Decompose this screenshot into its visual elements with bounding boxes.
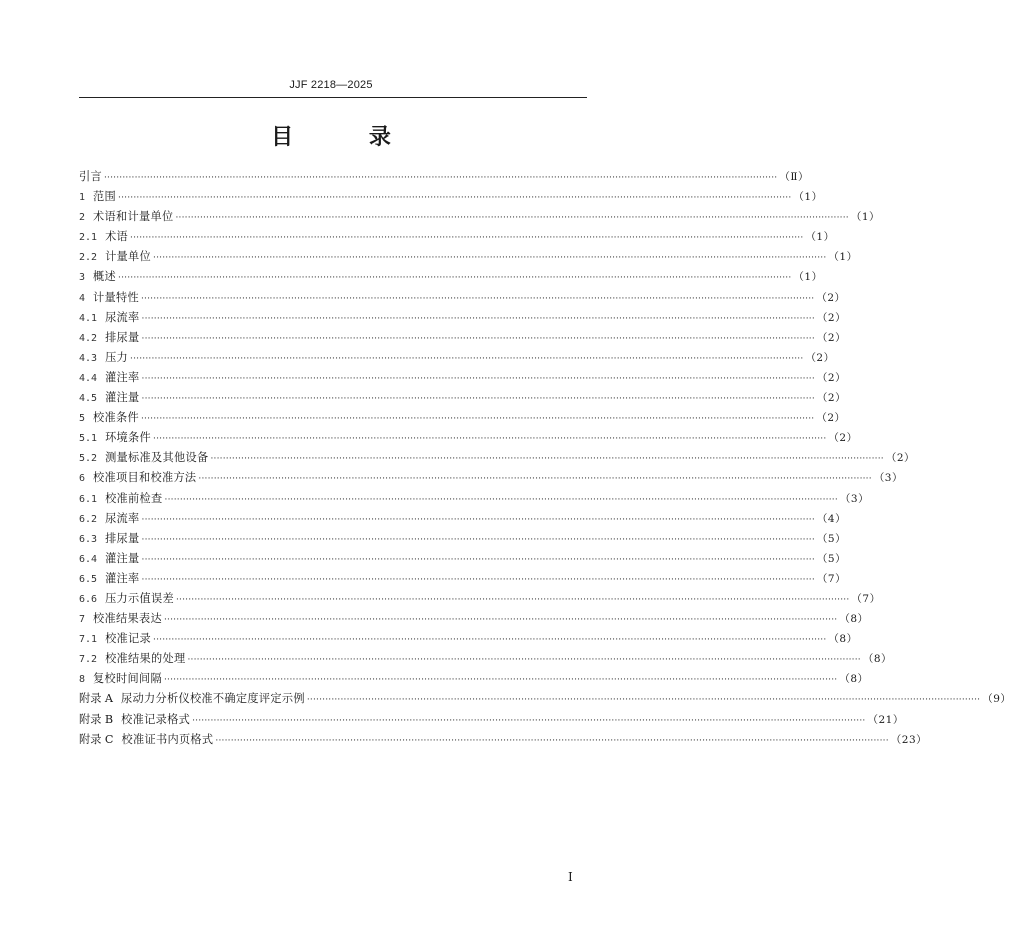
toc-entry-page: （5）	[816, 552, 847, 565]
toc-entry[interactable]	[79, 328, 847, 348]
toc-entry-number: 7.1	[79, 634, 98, 646]
toc-leader-dots: ····························································································································································································································	[141, 313, 815, 324]
toc-entry[interactable]	[79, 710, 904, 730]
toc-entry-title: 尿流率	[105, 310, 140, 324]
toc-entry-page: （9）	[982, 693, 1011, 706]
toc-entry-number: 7	[79, 614, 86, 626]
toc-leader-dots: ····························································································································································································································	[130, 353, 804, 364]
toc-entry-title: 校准记录格式	[121, 712, 191, 726]
toc-leader-dots: ····························································································································································································································	[118, 193, 792, 204]
toc-entry[interactable]	[79, 509, 847, 529]
toc-entry[interactable]	[79, 629, 858, 649]
toc-entry[interactable]	[79, 589, 881, 609]
toc-entry-page: （2）	[816, 412, 846, 425]
toc-entry-title: 灌注率	[105, 571, 140, 585]
toc-entry[interactable]	[79, 569, 847, 589]
toc-entry-number: 3	[79, 272, 86, 284]
toc-entry-title: 尿动力分析仪校准不确定度评定示例	[121, 692, 305, 706]
toc-leader-dots: ····························································································································································································································	[187, 655, 861, 666]
toc-entry-number: 附录 A	[79, 692, 114, 706]
toc-entry-title: 灌注量	[105, 551, 140, 565]
toc-entry-page: （7）	[851, 592, 881, 605]
toc-entry-number: 1	[79, 192, 86, 204]
toc-entry[interactable]	[79, 227, 835, 247]
toc-leader-dots: ····························································································································································································································	[153, 434, 827, 445]
toc-entry-title: 术语和计量单位	[93, 210, 174, 224]
toc-leader-dots: ····························································································································································································································	[140, 293, 815, 304]
toc-leader-dots: ····························································································································································································································	[215, 735, 889, 746]
header-rule	[79, 97, 587, 98]
toc-entry-page: （1）	[828, 251, 858, 264]
toc-leader-dots: ····························································································································································································································	[141, 394, 815, 405]
toc-leader-dots: ····························································································································································································································	[163, 675, 838, 686]
toc-entry-title: 术语	[105, 230, 129, 244]
toc-entry-number: 2.2	[79, 252, 98, 264]
toc-leader-dots: ····························································································································································································································	[153, 253, 827, 264]
toc-entry-page: （1）	[805, 231, 835, 244]
toc-entry[interactable]	[79, 187, 823, 207]
toc-leader-dots: ····························································································································································································································	[141, 574, 815, 585]
toc-entry-page: （2）	[816, 371, 847, 384]
toc-entry-title: 复校时间间隔	[93, 672, 162, 686]
toc-entry-number: 4.5	[79, 393, 98, 405]
toc-leader-dots: ····························································································································································································································	[141, 373, 815, 384]
toc-entry-title: 排尿量	[105, 330, 140, 344]
toc-leader-dots: ····························································································································································································································	[192, 715, 866, 726]
toc-entry-number: 附录 B	[79, 712, 114, 726]
toc-leader-dots: ····························································································································································································································	[306, 695, 981, 706]
toc-entry-number: 7.2	[79, 654, 98, 666]
toc-entry-title: 灌注量	[105, 391, 140, 405]
toc-entry-title: 概述	[93, 270, 117, 284]
toc-entry-page: （8）	[839, 613, 869, 626]
toc-entry[interactable]	[79, 609, 869, 629]
toc-entry-number: 6.3	[79, 533, 98, 545]
toc-entry-number: 5.2	[79, 453, 98, 465]
toc-leader-dots: ····························································································································································································································	[175, 213, 849, 224]
toc-leader-dots: ····························································································································································································································	[141, 534, 815, 545]
toc-leader-dots: ····························································································································································································································	[153, 635, 827, 646]
toc-entry-number: 6.2	[79, 513, 98, 525]
toc-entry-number: 6.1	[79, 493, 98, 505]
toc-entry[interactable]	[79, 408, 846, 428]
toc-entry-page: （2）	[885, 452, 916, 465]
toc-entry-page: （1）	[793, 191, 823, 204]
toc-entry-page: （4）	[816, 512, 847, 525]
toc-leader-dots: ····························································································································································································································	[130, 233, 804, 244]
toc-entry-number: 6.4	[79, 553, 98, 565]
toc-entry[interactable]	[79, 489, 870, 509]
toc-entry-number: 4.4	[79, 372, 98, 384]
toc-entry-number: 6	[79, 473, 86, 485]
toc-leader-dots: ····························································································································································································································	[141, 554, 815, 565]
toc-entry-title: 尿流率	[105, 511, 140, 525]
toc-entry-number: 5.1	[79, 433, 98, 445]
toc-leader-dots: ····························································································································································································································	[198, 474, 872, 485]
toc-entry-number: 附录 C	[79, 732, 114, 746]
toc-entry-title: 计量特性	[93, 290, 139, 304]
toc-entry-page: （Ⅱ）	[779, 171, 810, 183]
toc-entry-page: （2）	[816, 291, 846, 304]
toc-entry-page: （2）	[816, 392, 847, 405]
toc-entry-title: 范围	[93, 190, 117, 204]
toc-entry[interactable]	[79, 267, 823, 287]
toc-entry-number: 4	[79, 292, 86, 304]
toc-entry-number: 4.2	[79, 332, 98, 344]
toc-leader-dots: ····························································································································································································································	[141, 333, 815, 344]
toc-leader-dots: ····························································································································································································································	[141, 514, 815, 525]
toc-leader-dots: ····························································································································································································································	[210, 454, 884, 465]
toc-entry[interactable]	[79, 468, 903, 488]
toc-entry-page: （21）	[867, 713, 904, 726]
toc-entry[interactable]	[79, 448, 916, 468]
toc-entry-number: 8	[79, 674, 86, 686]
toc-entry-title: 校准证书内页格式	[121, 732, 214, 746]
toc-entry-title: 测量标准及其他设备	[105, 451, 209, 465]
toc-entry[interactable]	[79, 247, 858, 267]
toc-entry-page: （1）	[793, 271, 823, 284]
toc-entry-number: 4.3	[79, 352, 98, 364]
toc-entry-number: 2	[79, 212, 86, 224]
toc-entry-number: 5	[79, 413, 86, 425]
toc-entry-page: （7）	[816, 572, 847, 585]
toc-entry-page: （2）	[816, 311, 847, 324]
toc-entry-number: 2.1	[79, 232, 98, 244]
toc-entry-page: （23）	[890, 733, 928, 746]
toc-entry-title: 压力示值误差	[105, 591, 174, 605]
toc-entry-title: 校准项目和校准方法	[93, 471, 197, 485]
document-code-header: JJF 2218—2025	[289, 79, 373, 91]
toc-entry-title: 校准结果的处理	[105, 652, 186, 666]
toc-entry-page: （3）	[873, 472, 903, 485]
toc-entry[interactable]	[79, 207, 881, 227]
toc-entry-title: 校准条件	[93, 411, 139, 425]
toc-leader-dots: ····························································································································································································································	[176, 594, 850, 605]
toc-entry-number: 6.6	[79, 593, 98, 605]
toc-entry-page: （8）	[828, 633, 858, 646]
toc-entry[interactable]	[79, 368, 847, 388]
toc-entry[interactable]	[79, 388, 847, 408]
toc-entry[interactable]	[79, 649, 893, 669]
toc-entry[interactable]	[79, 288, 846, 308]
toc-entry-title: 环境条件	[105, 431, 152, 445]
toc-leader-dots: ····························································································································································································································	[164, 494, 838, 505]
table-of-contents	[79, 167, 1011, 750]
toc-entry-page: （1）	[850, 211, 881, 224]
toc-entry-page: （8）	[862, 653, 893, 666]
toc-entry[interactable]	[79, 348, 835, 368]
toc-entry-page: （2）	[816, 331, 847, 344]
toc-entry-page: （2）	[805, 351, 835, 364]
toc-leader-dots: ····························································································································································································································	[163, 615, 838, 626]
toc-leader-dots: ····························································································································································································································	[118, 273, 792, 284]
page-title: 目 录	[271, 124, 425, 150]
toc-entry[interactable]	[79, 689, 1011, 709]
toc-entry-title: 校准前检查	[105, 491, 163, 505]
toc-entry-page: （2）	[828, 432, 858, 445]
toc-entry[interactable]	[79, 529, 847, 549]
toc-entry-title: 引言	[79, 170, 102, 183]
toc-entry[interactable]	[79, 308, 847, 328]
toc-entry-title: 校准记录	[105, 632, 152, 646]
toc-entry-title: 计量单位	[105, 250, 152, 264]
toc-entry-page: （8）	[839, 673, 869, 686]
toc-entry-page: （3）	[839, 492, 870, 505]
toc-entry[interactable]	[79, 730, 928, 750]
toc-entry-title: 灌注率	[105, 370, 140, 384]
toc-entry[interactable]	[79, 428, 858, 448]
toc-entry-title: 排尿量	[105, 531, 140, 545]
toc-entry[interactable]	[79, 669, 869, 689]
toc-entry-number: 4.1	[79, 312, 98, 324]
toc-leader-dots: ····························································································································································································································	[140, 414, 815, 425]
toc-entry-title: 校准结果表达	[93, 612, 162, 626]
toc-entry-title: 压力	[105, 350, 129, 364]
toc-entry[interactable]	[79, 167, 810, 187]
toc-entry[interactable]	[79, 549, 847, 569]
page-number: I	[568, 870, 573, 884]
toc-leader-dots: ····························································································································································································································	[103, 173, 778, 183]
toc-entry-number: 6.5	[79, 573, 98, 585]
toc-entry-page: （5）	[816, 532, 847, 545]
